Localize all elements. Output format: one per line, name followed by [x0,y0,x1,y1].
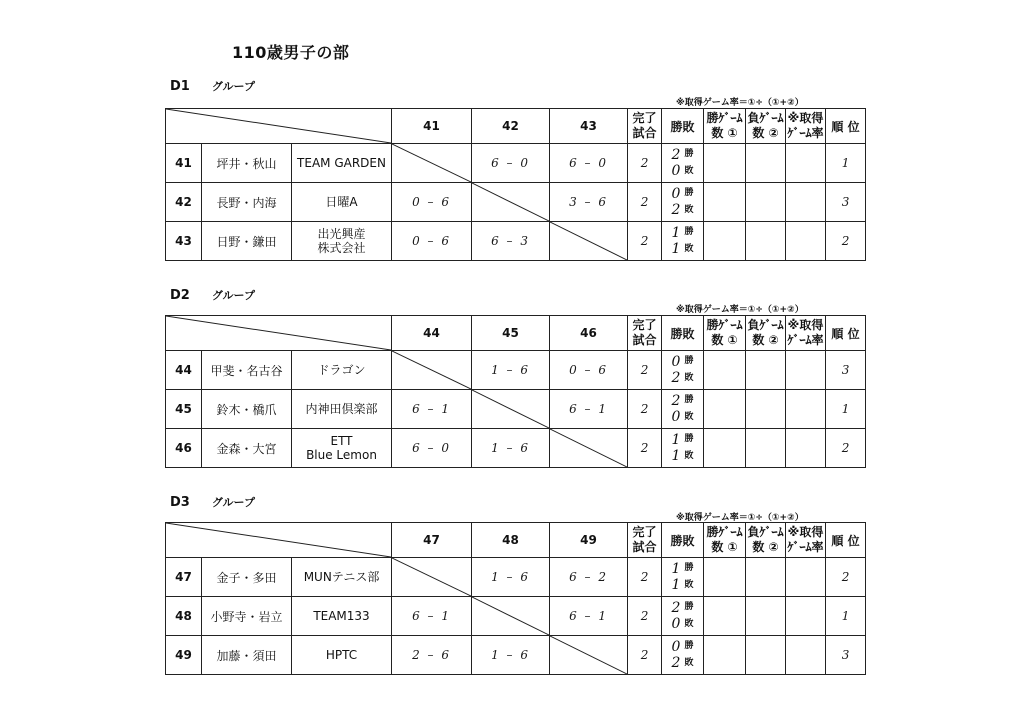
games-lost-cell [746,390,786,429]
diagonal-line [472,183,549,221]
game-rate-cell [786,390,826,429]
losses-count: 2 [671,655,681,671]
group-table-d2 [165,315,866,468]
rank-cell: 1 [826,390,866,429]
games-lost-cell [746,351,786,390]
column-header: 44 [392,316,472,351]
win-loss-record [662,597,704,636]
column-header: 49 [550,523,628,558]
pair-number: 46 [166,429,202,468]
group-sub: グループ [211,496,255,509]
win-loss-header: 勝敗 [662,523,704,558]
column-header: 48 [472,523,550,558]
games-won-cell [704,429,746,468]
team-name: MUNテニス部 [292,558,392,597]
diagonal-line [166,523,391,557]
games-lost-cell [746,597,786,636]
player-row [166,429,866,468]
game-rate-cell [786,351,826,390]
player-names: 金子・多田 [202,558,292,597]
losses-count: 1 [671,448,681,464]
diagonal-line [550,636,627,674]
loss-label: 敗 [684,166,694,176]
match-score: 1 – 6 [472,351,550,390]
match-score: 6 – 1 [550,390,628,429]
game-rate-cell [786,636,826,675]
pair-number: 41 [166,144,202,183]
match-score: 6 – 1 [392,597,472,636]
wins-count: 1 [671,432,681,448]
group-sub: グループ [211,80,255,93]
game-rate-cell [786,222,826,261]
diagonal-line [550,429,627,467]
rank-cell: 1 [826,597,866,636]
wins-count: 1 [671,561,681,577]
game-rate-header: ※取得 ｹﾞｰﾑ率 [786,109,826,144]
column-header: 46 [550,316,628,351]
self-match-cell [392,351,472,390]
rank-header: 順 位 [826,316,866,351]
games-won-cell [704,183,746,222]
game-rate-header: ※取得 ｹﾞｰﾑ率 [786,523,826,558]
column-header: 43 [550,109,628,144]
player-row [166,144,866,183]
completed-matches: 2 [628,183,662,222]
loss-label: 敗 [684,244,694,254]
games-won-cell [704,390,746,429]
diagonal-line [166,316,391,350]
header-diagonal-cell [166,316,392,351]
group-label-d3 [170,494,255,510]
match-score: 6 – 3 [472,222,550,261]
match-score: 6 – 2 [550,558,628,597]
games-lost-header: 負ｹﾞｰﾑ 数 ② [746,523,786,558]
header-diagonal-cell [166,523,392,558]
player-names: 鈴木・橋爪 [202,390,292,429]
diagonal-line [392,144,471,182]
games-lost-cell [746,222,786,261]
self-match-cell [472,597,550,636]
diagonal-line [472,390,549,428]
self-match-cell [472,183,550,222]
team-name: 内神田倶楽部 [292,390,392,429]
rank-cell: 1 [826,144,866,183]
pair-number: 48 [166,597,202,636]
player-row [166,222,866,261]
player-row [166,390,866,429]
column-header: 42 [472,109,550,144]
player-row [166,558,866,597]
losses-count: 0 [671,409,681,425]
pair-number: 49 [166,636,202,675]
game-rate-cell [786,144,826,183]
player-names: 日野・鎌田 [202,222,292,261]
team-name: HPTC [292,636,392,675]
wins-count: 0 [671,186,681,202]
losses-count: 2 [671,370,681,386]
games-won-cell [704,144,746,183]
diagonal-line [166,109,391,143]
win-loss-record [662,429,704,468]
header-row [166,523,866,558]
win-label: 勝 [684,641,694,651]
win-label: 勝 [684,563,694,573]
games-lost-cell [746,558,786,597]
completed-header: 完了 試合 [628,109,662,144]
team-name: ETT Blue Lemon [292,429,392,468]
completed-matches: 2 [628,351,662,390]
match-score: 6 – 0 [550,144,628,183]
games-won-cell [704,636,746,675]
loss-label: 敗 [684,619,694,629]
loss-label: 敗 [684,451,694,461]
win-loss-record [662,351,704,390]
games-won-cell [704,351,746,390]
player-names: 金森・大宮 [202,429,292,468]
wins-count: 2 [671,393,681,409]
group-name: D1 [170,79,190,94]
rank-header: 順 位 [826,109,866,144]
match-score: 1 – 6 [472,558,550,597]
win-label: 勝 [684,602,694,612]
match-score: 0 – 6 [392,222,472,261]
player-names: 長野・内海 [202,183,292,222]
completed-matches: 2 [628,558,662,597]
team-name: 出光興産 株式会社 [292,222,392,261]
completed-matches: 2 [628,636,662,675]
match-score: 0 – 6 [550,351,628,390]
player-row [166,636,866,675]
pair-number: 42 [166,183,202,222]
completed-header: 完了 試合 [628,523,662,558]
diagonal-line [392,558,471,596]
column-header: 47 [392,523,472,558]
losses-count: 1 [671,577,681,593]
win-loss-record [662,636,704,675]
pair-number: 44 [166,351,202,390]
group-label-d1 [170,78,255,94]
match-score: 1 – 6 [472,429,550,468]
player-row [166,597,866,636]
self-match-cell [392,144,472,183]
game-rate-cell [786,429,826,468]
wins-count: 2 [671,147,681,163]
wins-count: 2 [671,600,681,616]
team-name: TEAM133 [292,597,392,636]
column-header: 45 [472,316,550,351]
pair-number: 47 [166,558,202,597]
player-names: 小野寺・岩立 [202,597,292,636]
loss-label: 敗 [684,412,694,422]
self-match-cell [550,636,628,675]
loss-label: 敗 [684,373,694,383]
match-score: 2 – 6 [392,636,472,675]
team-name: ドラゴン [292,351,392,390]
self-match-cell [472,390,550,429]
game-rate-formula: ※取得ゲーム率＝①÷（①+②） [676,305,804,315]
rank-header: 順 位 [826,523,866,558]
self-match-cell [550,429,628,468]
group-name: D2 [170,288,190,303]
win-loss-header: 勝敗 [662,316,704,351]
player-row [166,183,866,222]
team-name: TEAM GARDEN [292,144,392,183]
win-loss-record [662,144,704,183]
player-row [166,351,866,390]
team-name: 日曜A [292,183,392,222]
loss-label: 敗 [684,658,694,668]
column-header: 41 [392,109,472,144]
match-score: 6 – 0 [392,429,472,468]
games-won-header: 勝ｹﾞｰﾑ 数 ① [704,109,746,144]
player-names: 坪井・秋山 [202,144,292,183]
diagonal-line [392,351,471,389]
pair-number: 43 [166,222,202,261]
win-loss-record [662,558,704,597]
game-rate-cell [786,597,826,636]
rank-cell: 3 [826,183,866,222]
win-loss-header: 勝敗 [662,109,704,144]
group-name: D3 [170,495,190,510]
wins-count: 1 [671,225,681,241]
win-label: 勝 [684,434,694,444]
games-won-cell [704,558,746,597]
rank-cell: 2 [826,558,866,597]
win-loss-record [662,183,704,222]
page-title: 110歳男子の部 [232,43,350,62]
group-label-d2 [170,287,255,303]
win-label: 勝 [684,149,694,159]
self-match-cell [550,222,628,261]
win-label: 勝 [684,227,694,237]
match-score: 6 – 0 [472,144,550,183]
loss-label: 敗 [684,205,694,215]
wins-count: 0 [671,639,681,655]
player-names: 加藤・須田 [202,636,292,675]
group-table-d3 [165,522,866,675]
rank-cell: 2 [826,222,866,261]
games-won-cell [704,222,746,261]
completed-header: 完了 試合 [628,316,662,351]
match-score: 6 – 1 [550,597,628,636]
games-lost-cell [746,183,786,222]
self-match-cell [392,558,472,597]
diagonal-line [472,597,549,635]
completed-matches: 2 [628,429,662,468]
game-rate-formula: ※取得ゲーム率＝①÷（①+②） [676,513,804,523]
match-score: 0 – 6 [392,183,472,222]
losses-count: 0 [671,616,681,632]
losses-count: 0 [671,163,681,179]
games-won-header: 勝ｹﾞｰﾑ 数 ① [704,523,746,558]
group-sub: グループ [211,289,255,302]
win-loss-record [662,222,704,261]
games-lost-cell [746,144,786,183]
game-rate-formula: ※取得ゲーム率＝①÷（①+②） [676,98,804,108]
match-score: 6 – 1 [392,390,472,429]
losses-count: 2 [671,202,681,218]
pair-number: 45 [166,390,202,429]
win-loss-record [662,390,704,429]
group-table-d1 [165,108,866,261]
game-rate-cell [786,183,826,222]
games-lost-cell [746,429,786,468]
rank-cell: 3 [826,636,866,675]
games-lost-cell [746,636,786,675]
completed-matches: 2 [628,597,662,636]
win-label: 勝 [684,395,694,405]
player-names: 甲斐・名古谷 [202,351,292,390]
games-won-header: 勝ｹﾞｰﾑ 数 ① [704,316,746,351]
completed-matches: 2 [628,390,662,429]
game-rate-cell [786,558,826,597]
win-label: 勝 [684,356,694,366]
games-lost-header: 負ｹﾞｰﾑ 数 ② [746,109,786,144]
match-score: 3 – 6 [550,183,628,222]
losses-count: 1 [671,241,681,257]
wins-count: 0 [671,354,681,370]
completed-matches: 2 [628,222,662,261]
games-lost-header: 負ｹﾞｰﾑ 数 ② [746,316,786,351]
header-diagonal-cell [166,109,392,144]
completed-matches: 2 [628,144,662,183]
games-won-cell [704,597,746,636]
game-rate-header: ※取得 ｹﾞｰﾑ率 [786,316,826,351]
rank-cell: 2 [826,429,866,468]
loss-label: 敗 [684,580,694,590]
match-score: 1 – 6 [472,636,550,675]
rank-cell: 3 [826,351,866,390]
diagonal-line [550,222,627,260]
win-label: 勝 [684,188,694,198]
header-row [166,316,866,351]
header-row [166,109,866,144]
